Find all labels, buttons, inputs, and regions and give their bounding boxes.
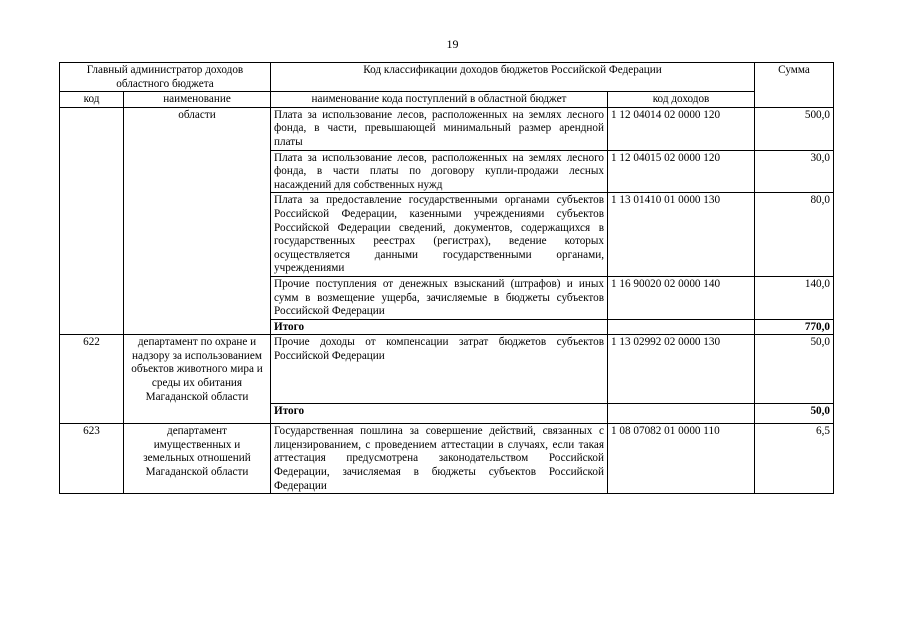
sum-cell: 6,5 bbox=[755, 424, 834, 494]
subheader-row bbox=[60, 92, 834, 108]
total-sum: 770,0 bbox=[755, 319, 834, 335]
income-name-cell: Плата за предоставление государственными органами субъектов Российской Федерации, казенными учреждениями субъектов Российской Федерации сведений, документов, содержащихся в государственных реестрах (регистрах), ведение которых осуществляется данными государственными органами, учреждениями bbox=[271, 193, 608, 277]
header-row bbox=[60, 63, 834, 92]
income-name-cell: Прочие доходы от компенсации затрат бюджетов субъектов Российской Федерации bbox=[271, 335, 608, 404]
income-code-cell: 1 12 04015 02 0000 120 bbox=[608, 150, 755, 193]
income-code-cell: 1 08 07082 01 0000 110 bbox=[608, 424, 755, 494]
sum-cell: 500,0 bbox=[755, 107, 834, 150]
admin-name-cell: департамент по охране и надзору за использованием объектов животного мира и среды их обитания Магаданской области bbox=[124, 335, 271, 424]
table-row bbox=[60, 107, 834, 150]
sum-cell: 80,0 bbox=[755, 193, 834, 277]
header-income-code: код доходов bbox=[608, 92, 755, 108]
header-income-name: наименование кода поступлений в областной бюджет bbox=[271, 92, 608, 108]
income-name-cell: Плата за использование лесов, расположенных на землях лесного фонда, в части, превышающей минимальный размер арендной платы bbox=[271, 107, 608, 150]
income-name-cell: Государственная пошлина за совершение действий, связанных с лицензированием, с проведением аттестации в случаях, если такая аттестация предусмотрена законодательством Российской Федерации, зачисляемая в бюджеты субъектов Российской Федерации bbox=[271, 424, 608, 494]
sum-cell: 140,0 bbox=[755, 276, 834, 319]
income-code-cell: 1 12 04014 02 0000 120 bbox=[608, 107, 755, 150]
header-sum: Сумма bbox=[755, 63, 834, 108]
total-label: Итого bbox=[271, 319, 608, 335]
table-row bbox=[60, 335, 834, 404]
total-code-cell bbox=[608, 404, 755, 424]
sum-cell: 30,0 bbox=[755, 150, 834, 193]
header-admin-name: наименование bbox=[124, 92, 271, 108]
header-admin: Главный администратор доходов областного бюджета bbox=[60, 63, 271, 92]
income-code-cell: 1 16 90020 02 0000 140 bbox=[608, 276, 755, 319]
income-name-cell: Плата за использование лесов, расположенных на землях лесного фонда, в части платы по договору купли-продажи лесных насаждений для собственных нужд bbox=[271, 150, 608, 193]
sum-cell: 50,0 bbox=[755, 335, 834, 404]
admin-code-cell: 622 bbox=[60, 335, 124, 424]
income-name-cell: Прочие поступления от денежных взысканий (штрафов) и иных сумм в возмещение ущерба, зачисляемые в бюджеты субъектов Российской Федерации bbox=[271, 276, 608, 319]
total-label: Итого bbox=[271, 404, 608, 424]
header-classification: Код классификации доходов бюджетов Российской Федерации bbox=[271, 63, 755, 92]
admin-name-cell: области bbox=[124, 107, 271, 335]
admin-code-cell bbox=[60, 107, 124, 335]
total-code-cell bbox=[608, 319, 755, 335]
header-admin-code: код bbox=[60, 92, 124, 108]
table-row bbox=[60, 424, 834, 494]
income-code-cell: 1 13 01410 01 0000 130 bbox=[608, 193, 755, 277]
total-sum: 50,0 bbox=[755, 404, 834, 424]
income-table bbox=[59, 62, 834, 494]
admin-code-cell: 623 bbox=[60, 424, 124, 494]
income-code-cell: 1 13 02992 02 0000 130 bbox=[608, 335, 755, 404]
admin-name-cell: департамент имущественных и земельных отношений Магаданской области bbox=[124, 424, 271, 494]
page-number: 19 bbox=[446, 37, 459, 51]
